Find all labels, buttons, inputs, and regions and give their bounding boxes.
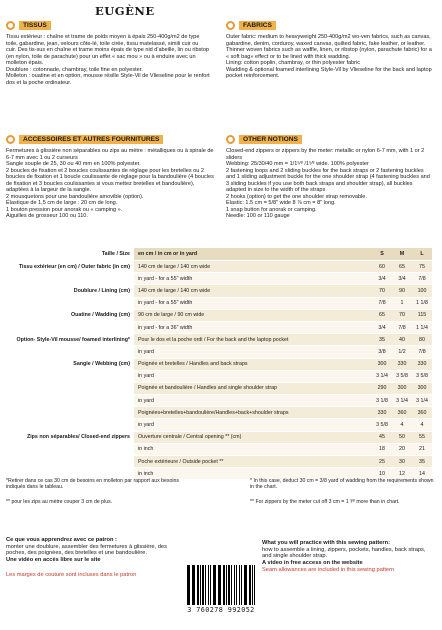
acc-hooks: 2 mousquetons pour une bandoulière amovible (option). bbox=[6, 193, 144, 200]
notions-needle: Needle: 100 or 110 gauge bbox=[226, 213, 290, 220]
notions-zippers: Closed-end zippers or zippers by the meter: metallic or nylon 6-7 mm, with 1 or 2 sliders bbox=[226, 148, 425, 161]
row-s: 300 bbox=[372, 359, 392, 370]
table-header-row bbox=[6, 248, 434, 261]
header-l: L bbox=[412, 248, 432, 260]
row-m: 70 bbox=[392, 310, 412, 321]
fabrics-lining: Lining: cotton poplin, chambray, or thin polyester fabric bbox=[226, 60, 361, 67]
barcode-bars bbox=[187, 565, 255, 605]
table-row bbox=[6, 432, 434, 444]
table-row bbox=[6, 359, 434, 371]
table-body bbox=[6, 261, 434, 480]
notions-webbing: Webbing: 25/30/40 mm = 1/1⁵⁄⁸ /1⁵⁄⁸ wide. 100% polyester bbox=[226, 161, 369, 168]
row-m: 50 bbox=[392, 432, 412, 443]
row-m: 3 1/4 bbox=[392, 395, 412, 406]
table-row bbox=[6, 285, 434, 297]
row-l: 1 1/4 bbox=[412, 322, 432, 333]
row-l: 14 bbox=[412, 468, 432, 479]
row-desc: Poignée et bretelles / Handles and back straps bbox=[134, 359, 372, 370]
row-desc: in yard bbox=[134, 371, 372, 382]
row-l: 1 1/8 bbox=[412, 298, 432, 309]
row-l: 330 bbox=[412, 359, 432, 370]
row-m: 7/8 bbox=[392, 322, 412, 333]
notions-elastic: Elastic: 1.5 cm = 5/8" wide 8 ⅞ cm = 8" long. bbox=[226, 200, 336, 207]
row-l: 3 1/4 bbox=[412, 395, 432, 406]
barcode-number: 3 760278 992052 bbox=[187, 606, 255, 614]
header-unit: en cm / in cm or in yard bbox=[134, 248, 372, 260]
table-row bbox=[6, 371, 434, 383]
row-s: 3/4 bbox=[372, 322, 392, 333]
row-desc: in inch bbox=[134, 468, 372, 479]
notions-snap: 1 snap button for anorak or camping. bbox=[226, 206, 317, 213]
row-m: 330 bbox=[392, 359, 412, 370]
header-s: S bbox=[372, 248, 392, 260]
acc-zippers: Fermetures à glissière non séparables ou zips au mètre : métalliques ou à spirale de 6-7 mm avec 1 ou 2 curseurs bbox=[6, 148, 214, 161]
row-m: 1/2 bbox=[392, 346, 412, 357]
footnote-en-1: * In this case, deduct 30 cm = 3/8 yard of wadding from the requirements shown in the chart. bbox=[250, 478, 434, 491]
table-row bbox=[6, 407, 434, 419]
header-m: M bbox=[392, 248, 412, 260]
row-label: Tissu extérieur (en cm) / Outer fabric (in cm) bbox=[18, 263, 130, 270]
row-s: 35 bbox=[372, 334, 392, 345]
row-desc: 140 cm de large / 140 cm wide bbox=[134, 261, 372, 272]
learn-en-title: What you will practice with this sewing pattern: bbox=[262, 540, 390, 546]
row-s: 60 bbox=[372, 261, 392, 272]
row-l: 55 bbox=[412, 432, 432, 443]
learn-en-video: A video in free access on the website bbox=[262, 560, 363, 567]
row-s: 7/8 bbox=[372, 298, 392, 309]
row-l: 3 5/8 bbox=[412, 371, 432, 382]
row-label: Doublure / Lining (cm) bbox=[73, 287, 130, 294]
row-label: Sangle / Webbing (cm) bbox=[73, 361, 130, 368]
table-row bbox=[6, 383, 434, 395]
row-s: 70 bbox=[372, 285, 392, 296]
section-notions bbox=[226, 132, 434, 220]
row-s: 3/4 bbox=[372, 273, 392, 284]
row-desc: in yard bbox=[134, 395, 372, 406]
acc-snap: 1 bouton pression pour anorak ou « camping ». bbox=[6, 206, 123, 213]
table-row bbox=[6, 322, 434, 334]
notions-buckles: 2 fastening loops and 2 sliding buckles for the back straps or 2 fastening buckles and 1 sliding adjustment buckle for the one shoulder strap (4 fastening buckles and 3 sliding buckles if you use both back straps and shoulder strap), all buckles adapted in size to the width of the straps bbox=[226, 167, 430, 194]
row-desc: in yard - for a 36" width bbox=[134, 322, 372, 333]
row-s: 45 bbox=[372, 432, 392, 443]
table-row bbox=[6, 395, 434, 407]
row-m: 3/4 bbox=[392, 273, 412, 284]
yardage-table bbox=[6, 248, 434, 480]
row-s: 18 bbox=[372, 444, 392, 455]
row-l: 100 bbox=[412, 285, 432, 296]
row-m: 90 bbox=[392, 285, 412, 296]
row-desc: Poche extérieure / Outside pocket ** bbox=[134, 456, 372, 467]
learn-fr-body: monter une doublure, assembler des fermetures à glissière, des poches, des poignées, des bretelles et une bandoulière. bbox=[6, 543, 167, 557]
row-m: 12 bbox=[392, 468, 412, 479]
footnote-fr-1: *Retirer dans ce cas 30 cm de besoins en molleton par rapport aux besoins indiqués dans le tableau. bbox=[6, 478, 180, 491]
table-row bbox=[6, 456, 434, 468]
table-row bbox=[6, 419, 434, 431]
row-m: 3 5/8 bbox=[392, 371, 412, 382]
row-desc: Poignée et bandoulière / Handles and single shoulder strap bbox=[134, 383, 372, 394]
tissus-lining: Doublure : cotonnade, chambray, toile fine en polyester. bbox=[6, 66, 143, 73]
row-l: 75 bbox=[412, 261, 432, 272]
fabrics-outer: Outer fabric: medium to heavyweight 250-400g/m2 wo-ven fabrics, such as canvas, gabardine, denim, corduroy, waxed canvas, quilted fabric, fake leather, or leather. Thinner woven fabrics such as waffle, linen, or ribstop (nylon, parachute fabric) for a « soft bag» effect or to be lined with thick wadding. bbox=[226, 34, 432, 60]
row-desc: Pour le dos et la poche ordi / For the back and the laptop pocket bbox=[134, 334, 372, 345]
row-l: 4 bbox=[412, 419, 432, 430]
row-label: Ouatine / Wadding (cm) bbox=[71, 312, 130, 319]
row-s: 330 bbox=[372, 407, 392, 418]
learn-en bbox=[262, 540, 434, 574]
row-s: 3 1/8 bbox=[372, 395, 392, 406]
row-l: 360 bbox=[412, 407, 432, 418]
section-accessoires bbox=[6, 132, 214, 220]
row-l: 115 bbox=[412, 310, 432, 321]
row-m: 30 bbox=[392, 456, 412, 467]
row-l: 300 bbox=[412, 383, 432, 394]
table-row bbox=[6, 310, 434, 322]
row-s: 3 5/8 bbox=[372, 419, 392, 430]
learn-fr-title: Ce que vous apprendrez avec ce patron : bbox=[6, 537, 117, 543]
acc-webbing: Sangle souple de 25, 30 ou 40 mm en 100% polyester. bbox=[6, 161, 141, 168]
row-label: Zips non séparables/ Closed-end zippers bbox=[26, 434, 130, 441]
section-title: OTHER NOTIONS bbox=[239, 135, 302, 144]
tissus-outer: Tissu extérieur : chaîne et trame de poids moyen à épais 250-400g/m2 de type toile, gabardine, jean, velours côte-lé, toile cirée, tissu matelassé, simili cuir ou cuir. Des tis-sus en chaîne et trame moins épais de type nid d'abeille, lin ou ribstop (en nylon, toile de parachute) pour un effet « sac mou » ou à enduire avec un molleton épais. bbox=[6, 34, 210, 67]
row-l: 21 bbox=[412, 444, 432, 455]
row-desc: in yard - for a 55" width bbox=[134, 298, 372, 309]
section-title: FABRICS bbox=[239, 21, 276, 30]
row-s: 25 bbox=[372, 456, 392, 467]
row-s: 290 bbox=[372, 383, 392, 394]
learn-en-body: how to assemble a lining, zippers, pockets, handles, back straps, and single shoulder strap. bbox=[262, 546, 426, 560]
row-m: 4 bbox=[392, 419, 412, 430]
row-m: 40 bbox=[392, 334, 412, 345]
acc-elastic: Élastique de 1,5 cm de large : 20 cm de long. bbox=[6, 200, 118, 207]
row-desc: in inch bbox=[134, 444, 372, 455]
row-s: 10 bbox=[372, 468, 392, 479]
learn-en-margin: Seam allowances are included in this sewing pattern bbox=[262, 566, 395, 573]
footnote-en-2: ** For zippers by the meter cut off 3 cm = 1 ³⁄⁸ more than in chart. bbox=[250, 499, 400, 505]
notions-hooks: 2 hooks (option) to get the one shoulder strap removable. bbox=[226, 193, 367, 200]
row-desc: Poignées+bretelles+bandoulière/Handles+back+shoulder straps bbox=[134, 407, 372, 418]
row-l: 80 bbox=[412, 334, 432, 345]
row-m: 65 bbox=[392, 261, 412, 272]
section-title: TISSUS bbox=[19, 21, 51, 30]
table-row bbox=[6, 261, 434, 273]
table-row bbox=[6, 298, 434, 310]
row-desc: in yard bbox=[134, 346, 372, 357]
fabrics-wadding: Wadding & optional foamed interlining Style-Vil by Vlieseline for the back and laptop pocket reinforcement. bbox=[226, 66, 432, 80]
section-title: ACCESSOIRES ET AUTRES FOURNITURES bbox=[19, 135, 163, 144]
table-row bbox=[6, 346, 434, 358]
scissors-icon bbox=[6, 21, 15, 30]
scissors-icon bbox=[6, 135, 15, 144]
table-row bbox=[6, 273, 434, 285]
scissors-icon bbox=[226, 135, 235, 144]
row-m: 360 bbox=[392, 407, 412, 418]
row-s: 3/8 bbox=[372, 346, 392, 357]
acc-buckles: 2 boucles de fixation et 2 boucles coulissantes de réglage pour les bretelles ou 2 boucles de fixation et 1 boucle coulissante de réglage pour la bandoulière (4 boucles de fixation et 3 boucles coulissantes si vous mettez bretelles et bandoulière), adaptées à la largeur de la sangle. bbox=[6, 167, 214, 194]
barcode bbox=[183, 563, 259, 619]
row-l: 7/8 bbox=[412, 346, 432, 357]
header-size: Taille / Size bbox=[101, 251, 130, 257]
acc-needle: Aiguilles de grosseur 100 ou 110. bbox=[6, 213, 88, 220]
row-desc: 90 cm de large / 90 cm wide bbox=[134, 310, 372, 321]
brand-title: EUGÈNE bbox=[95, 4, 155, 18]
tissus-wadding: Molleton : ouatine et en option, mousse résille Style-Vil de Vlieseline pour le renfort dos et la poche ordinateur. bbox=[6, 73, 210, 86]
row-desc: in yard - for a 55" width bbox=[134, 273, 372, 284]
row-m: 20 bbox=[392, 444, 412, 455]
row-m: 1 bbox=[392, 298, 412, 309]
table-row bbox=[6, 334, 434, 346]
row-s: 65 bbox=[372, 310, 392, 321]
row-l: 7/8 bbox=[412, 273, 432, 284]
section-tissus bbox=[6, 18, 210, 86]
row-desc: Ouverture centrale / Central opening ** (cm) bbox=[134, 432, 372, 443]
learn-fr-margin: Les marges de couture sont incluses dans le patron bbox=[6, 571, 137, 578]
row-desc: in yard bbox=[134, 419, 372, 430]
section-fabrics bbox=[226, 18, 434, 80]
row-l: 35 bbox=[412, 456, 432, 467]
row-s: 3 1/4 bbox=[372, 371, 392, 382]
table-row bbox=[6, 444, 434, 456]
scissors-icon bbox=[226, 21, 235, 30]
footnote-fr-2: ** pour les zips au mètre couper 3 cm de plus. bbox=[6, 499, 113, 505]
learn-fr-video: Une vidéo en accès libre sur le site bbox=[6, 557, 101, 564]
row-label: Option- Style-Vil mousse/ foamed interlining* bbox=[16, 336, 130, 343]
row-m: 300 bbox=[392, 383, 412, 394]
row-desc: 140 cm de large / 140 cm wide bbox=[134, 285, 372, 296]
learn-fr bbox=[6, 537, 181, 579]
